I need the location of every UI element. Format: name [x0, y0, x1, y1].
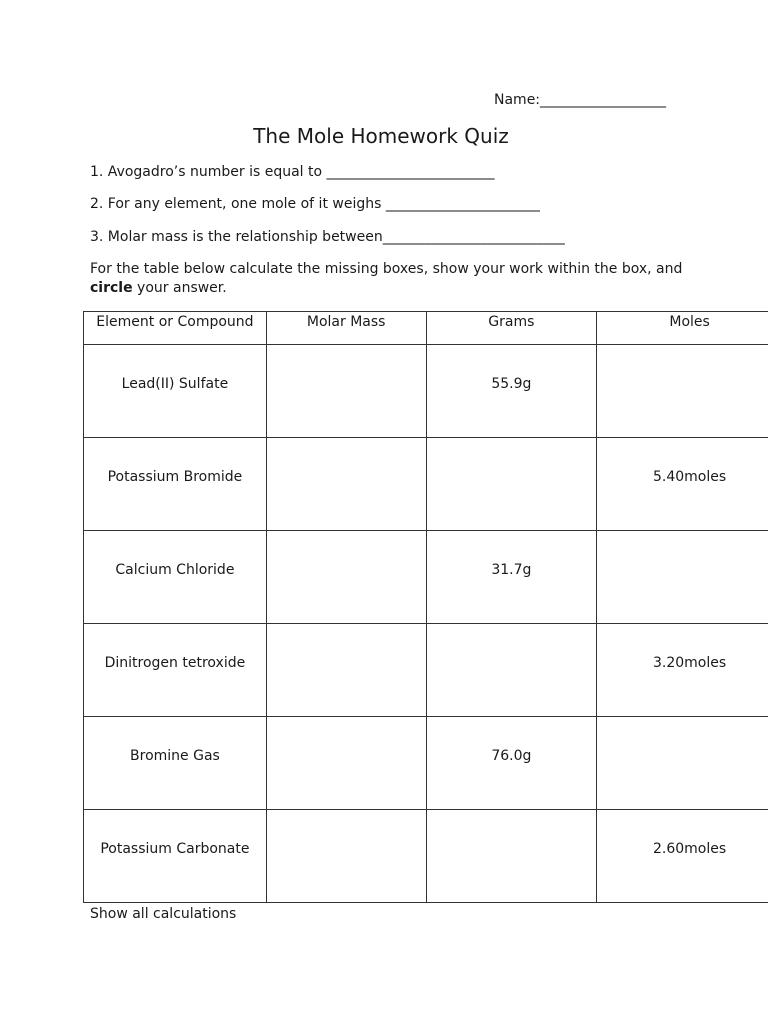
question-1: 1. Avogadro’s number is equal to ________________________: [90, 164, 495, 180]
table-row: [84, 810, 768, 903]
question-3: 3. Molar mass is the relationship between__________________________: [90, 229, 565, 245]
instructions-text-start: For the table below calculate the missing boxes, show your work within the box, and: [90, 261, 683, 277]
cell-molar-mass: [266, 624, 426, 717]
cell-compound: Dinitrogen tetroxide: [84, 624, 267, 717]
cell-molar-mass: [266, 717, 426, 810]
column-header-compound: Element or Compound: [84, 312, 267, 345]
cell-moles: 2.60moles: [597, 810, 768, 903]
cell-molar-mass: [266, 345, 426, 438]
cell-compound: Bromine Gas: [84, 717, 267, 810]
table-row: [84, 624, 768, 717]
table-row: [84, 531, 768, 624]
cell-moles: [597, 717, 768, 810]
cell-grams: 76.0g: [426, 717, 597, 810]
cell-grams: [426, 624, 597, 717]
cell-compound: Potassium Carbonate: [84, 810, 267, 903]
cell-moles: 3.20moles: [597, 624, 768, 717]
table-instructions: [90, 260, 710, 298]
cell-molar-mass: [266, 531, 426, 624]
cell-moles: 5.40moles: [597, 438, 768, 531]
cell-compound: Lead(II) Sulfate: [84, 345, 267, 438]
cell-grams: 55.9g: [426, 345, 597, 438]
page-title: The Mole Homework Quiz: [253, 124, 509, 148]
cell-grams: 31.7g: [426, 531, 597, 624]
cell-grams: [426, 810, 597, 903]
column-header-grams: Grams: [426, 312, 597, 345]
mole-calculation-table: [83, 311, 768, 903]
instructions-text-end: your answer.: [132, 280, 227, 296]
cell-molar-mass: [266, 810, 426, 903]
instructions-bold-word: circle: [90, 280, 133, 296]
cell-compound: Potassium Bromide: [84, 438, 267, 531]
question-2: 2. For any element, one mole of it weighs ______________________: [90, 196, 540, 212]
footer-note: Show all calculations: [90, 906, 237, 922]
table-row: [84, 717, 768, 810]
column-header-moles: Moles: [597, 312, 768, 345]
cell-moles: [597, 345, 768, 438]
name-field-label: Name:__________________: [494, 92, 667, 108]
column-header-molar-mass: Molar Mass: [266, 312, 426, 345]
table-header-row: [84, 312, 768, 345]
cell-moles: [597, 531, 768, 624]
cell-compound: Calcium Chloride: [84, 531, 267, 624]
table-row: [84, 438, 768, 531]
cell-grams: [426, 438, 597, 531]
table-row: [84, 345, 768, 438]
cell-molar-mass: [266, 438, 426, 531]
